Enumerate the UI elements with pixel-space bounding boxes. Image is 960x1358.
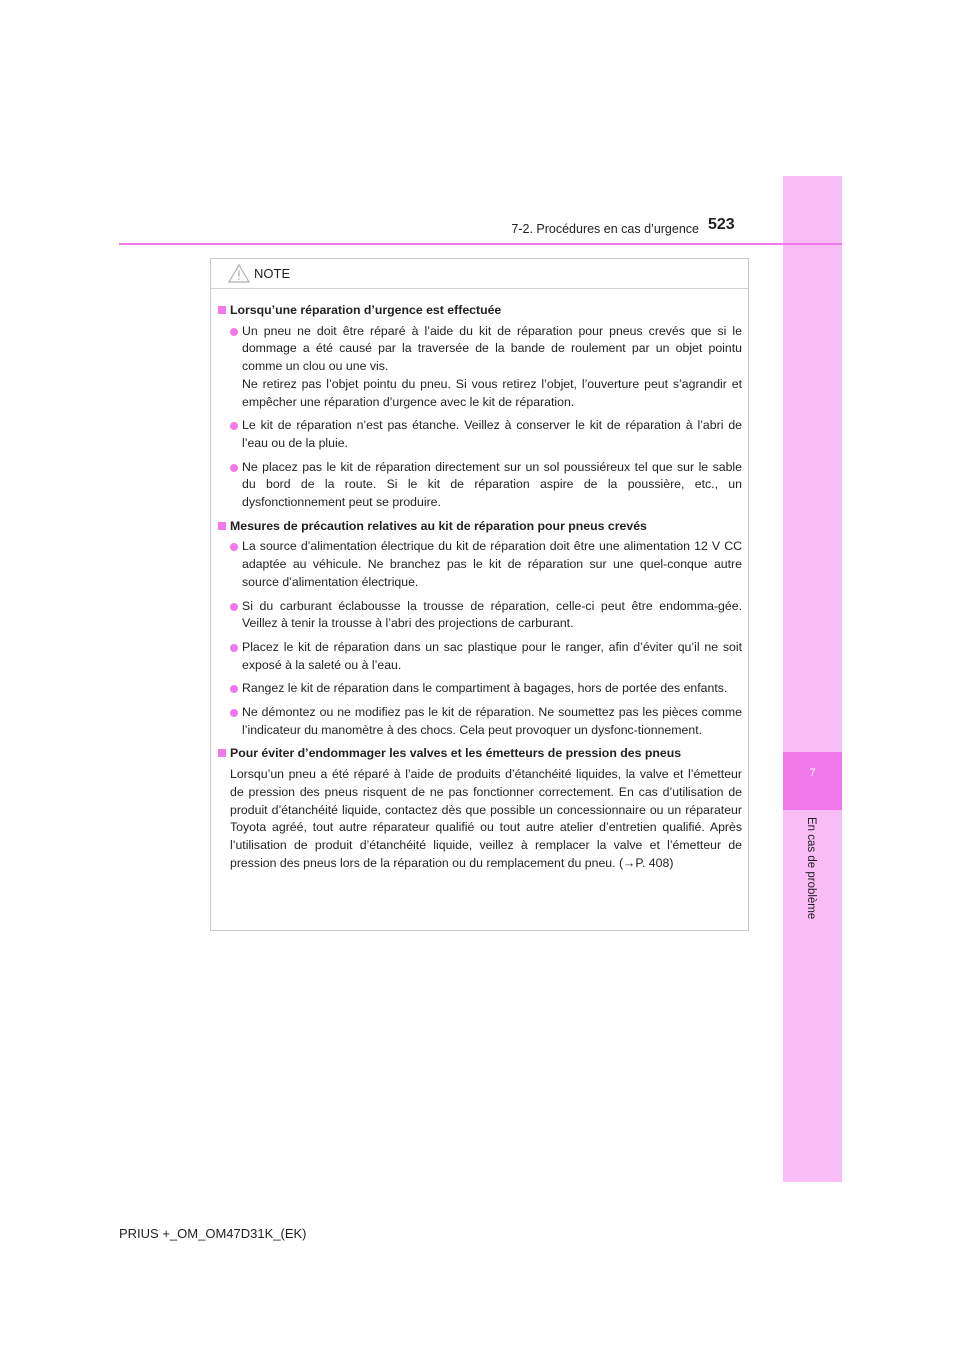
section-title: 7-2. Procédures en cas d’urgence xyxy=(511,222,699,236)
bullet-dot-icon xyxy=(230,603,238,611)
warning-triangle-icon xyxy=(228,264,250,283)
note-header xyxy=(211,259,748,289)
bullet-dot-icon xyxy=(230,328,238,336)
note-content xyxy=(211,289,748,872)
bullet-dot-icon xyxy=(230,464,238,472)
note-label: NOTE xyxy=(254,266,291,281)
chapter-number: 7 xyxy=(809,767,816,779)
bullet-dot-icon xyxy=(230,543,238,551)
manual-code: PRIUS +_OM_OM47D31K_(EK) xyxy=(119,1226,307,1241)
chapter-title: En cas de problème xyxy=(805,817,817,920)
square-bullet-icon xyxy=(218,749,226,757)
section-heading: Pour éviter d’endommager les valves et les émetteurs de pression des pneus xyxy=(218,745,742,763)
bullet-item: Placez le kit de réparation dans un sac plastique pour le ranger, afin d’éviter qu’il ne soit exposé à la saleté ou à l’eau. xyxy=(218,639,742,674)
bullet-item: Ne démontez ou ne modifiez pas le kit de réparation. Ne soumettez pas les pièces comme l’indicateur du manomètre à des chocs. Cela peut provoquer un dysfonc-tionnement. xyxy=(218,704,742,739)
header-rule xyxy=(119,243,842,245)
section-heading: Mesures de précaution relatives au kit de réparation pour pneus crevés xyxy=(218,518,742,536)
chapter-side-tab-active xyxy=(783,752,842,810)
bullet-dot-icon xyxy=(230,422,238,430)
chapter-side-tab xyxy=(783,176,842,1182)
bullet-item: Le kit de réparation n’est pas étanche. Veillez à conserver le kit de réparation à l’abri de l’eau ou de la pluie. xyxy=(218,417,742,452)
bullet-dot-icon xyxy=(230,709,238,717)
section-paragraph: Lorsqu’un pneu a été réparé à l’aide de produits d’étanchéité liquides, la valve et l’émetteur de pression des pneus risquent de ne pas fonctionner correctement. En cas d’utilisation de produit d’étanchéité liquide, contactez dès que possible un concessionnaire ou un réparateur Toyota agréé, tout autre réparateur qualifié ou tout autre atelier d’entretien qualifié. Après l’utilisation de produit d’étanchéité liquide, veillez à remplacer la valve et l’émetteur de pression des pneus lors de la réparation ou du remplacement du pneu. (→P. 408) xyxy=(230,767,742,870)
chapter-title-container xyxy=(783,817,842,977)
bullet-dot-icon xyxy=(230,685,238,693)
square-bullet-icon xyxy=(218,306,226,314)
bullet-dot-icon xyxy=(230,644,238,652)
bullet-item: Si du carburant éclabousse la trousse de réparation, celle-ci peut être endomma-gée. Veillez à tenir la trousse à l’abri des projections de carburant. xyxy=(218,598,742,633)
bullet-item: Rangez le kit de réparation dans le compartiment à bagages, hors de portée des enfants. xyxy=(218,680,742,698)
page-number: 523 xyxy=(708,216,735,233)
section-heading: Lorsqu’une réparation d’urgence est effectuée xyxy=(218,302,742,320)
bullet-item: Un pneu ne doit être réparé à l’aide du kit de réparation pour pneus crevés que si le dommage a été causé par la traversée de la bande de roulement par un objet pointu comme un clou ou une vis. Ne retirez pas l’objet pointu du pneu. Si vous retirez l’objet, l’ouverture peut s’agrandir et empêcher une réparation d’urgence avec le kit de réparation. xyxy=(218,323,742,412)
bullet-item: La source d’alimentation électrique du kit de réparation doit être une alimentation 12 V CC adaptée au véhicule. Ne branchez pas le kit de réparation sur une quel-conque autre source d’alimentation électrique. xyxy=(218,538,742,591)
bullet-item: Ne placez pas le kit de réparation directement sur un sol poussiéreux tel que sur le sable du bord de la route. Si le kit de réparation aspire de la poussière, etc., un dysfonctionnement peut se produire. xyxy=(218,459,742,512)
square-bullet-icon xyxy=(218,522,226,530)
note-box xyxy=(210,258,749,931)
